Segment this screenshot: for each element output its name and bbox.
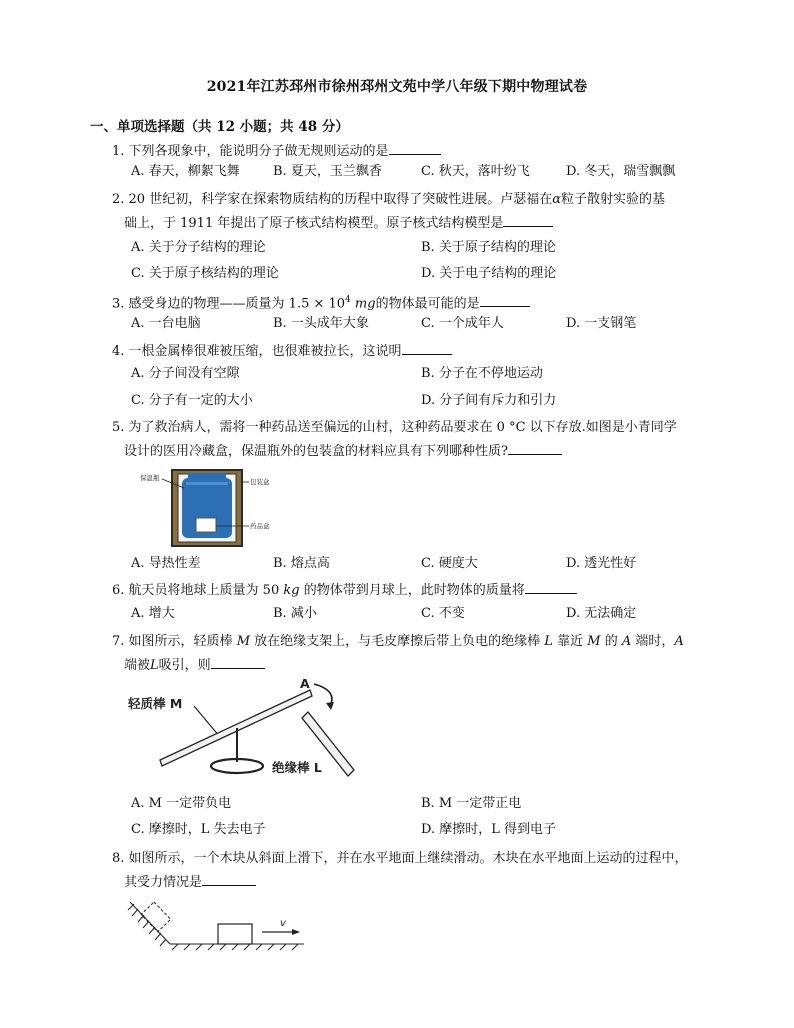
q4-option-c[interactable]: C. 分子有一定的大小 [131, 393, 253, 408]
fig5-label-thermos: 保温瓶 [140, 474, 160, 482]
q3-option-c[interactable]: C. 一个成年人 [421, 316, 504, 331]
q4-option-b[interactable]: B. 分子在不停地运动 [421, 366, 543, 381]
block-on-incline [141, 902, 171, 932]
q6-option-a[interactable]: A. 增大 [131, 606, 175, 621]
fig8-label-v: v [280, 918, 286, 929]
question-2-stem: 2. 20 世纪初，科学家在探索物质结构的历程中取得了突破性进展。卢瑟福在α粒子散射实验的基 [112, 192, 666, 207]
section-heading: 一、单项选择题（共 12 小题；共 48 分） [90, 119, 349, 135]
question-1-stem: 1. 下列各现象中，能说明分子做无规则运动的是 [112, 140, 441, 164]
q6-option-b[interactable]: B. 减小 [273, 606, 317, 621]
medicine-box [196, 518, 216, 532]
q1-option-b[interactable]: B. 夏天，玉兰飘香 [273, 164, 382, 179]
q5-option-d[interactable]: D. 透光性好 [566, 556, 637, 571]
wood-block [218, 924, 252, 944]
q7-option-b[interactable]: B. M 一定带正电 [421, 796, 522, 811]
q2-option-a[interactable]: A. 关于分子结构的理论 [131, 240, 266, 255]
q2-option-d[interactable]: D. 关于电子结构的理论 [421, 266, 557, 281]
q3-option-b[interactable]: B. 一头成年大象 [273, 316, 369, 331]
fig5-label-medicine: 药品盒 [250, 522, 270, 530]
q6-option-d[interactable]: D. 无法确定 [566, 606, 637, 621]
q5-option-a[interactable]: A. 导热性差 [131, 556, 201, 571]
q5-option-b[interactable]: B. 熔点高 [273, 556, 330, 571]
question-5-stem-cont: 设计的医用冷藏盒，保温瓶外的包装盒的材料应具有下列哪种性质? [124, 440, 562, 464]
question-6-stem: 6. 航天员将地球上质量为 50 kg 的物体带到月球上，此时物体的质量将 [112, 579, 577, 603]
question-2-stem-cont: 础上，于 1911 年提出了原子核式结构模型。原子核式结构模型是 [124, 212, 553, 236]
q3-option-d[interactable]: D. 一支钢笔 [566, 316, 637, 331]
q6-option-c[interactable]: C. 不变 [421, 606, 465, 621]
fig7-label-rod-l: 绝缘棒 L [272, 760, 322, 775]
question-7-stem-cont: 端被L吸引，则 [124, 654, 265, 678]
q4-option-a[interactable]: A. 分子间没有空隙 [131, 366, 240, 381]
q7-option-c[interactable]: C. 摩擦时，L 失去电子 [131, 822, 266, 837]
question-8-stem: 8. 如图所示，一个木块从斜面上滑下，并在水平地面上继续滑动。木块在水平地面上运动的过程中， [112, 851, 688, 866]
q7-option-d[interactable]: D. 摩擦时，L 得到电子 [421, 822, 556, 837]
q1-option-c[interactable]: C. 秋天，落叶纷飞 [421, 164, 530, 179]
question-7-stem: 7. 如图所示，轻质棒 M 放在绝缘支架上，与毛皮摩擦后带上负电的绝缘棒 L 靠近 M 的 A 端时，A [112, 634, 684, 649]
question-4-stem: 4. 一根金属棒很难被压缩，也很难被拉长，这说明 [112, 340, 452, 364]
q4-option-d[interactable]: D. 分子间有斥力和引力 [421, 393, 557, 408]
fig5-label-package: 包装盒 [250, 478, 270, 486]
q1-option-d[interactable]: D. 冬天，瑞雪飘飘 [566, 164, 676, 179]
exam-title: 2021年江苏邳州市徐州邳州文苑中学八年级下期中物理试卷 [206, 79, 588, 95]
question-8-stem-cont: 其受力情况是 [124, 871, 256, 895]
cold-box-figure [138, 466, 288, 551]
q5-option-c[interactable]: C. 硬度大 [421, 556, 478, 571]
fig7-label-rod-m: 轻质棒 M [128, 696, 183, 711]
fig7-label-a: A [300, 676, 310, 691]
q1-option-a[interactable]: A. 春天，柳絮飞舞 [131, 164, 240, 179]
q7-option-a[interactable]: A. M 一定带负电 [131, 796, 232, 811]
rod-figure [124, 674, 384, 786]
q2-option-c[interactable]: C. 关于原子核结构的理论 [131, 266, 279, 281]
question-3-stem: 3. 感受身边的物理——质量为 $1.5 \times 10^4$ mg的物体最可能的是 [112, 288, 530, 316]
q2-option-b[interactable]: B. 关于原子结构的理论 [421, 240, 556, 255]
question-5-stem: 5. 为了救治病人，需将一种药品送至偏远的山村，这种药品要求在 0 °C 以下存放.如图是小青同学 [112, 420, 677, 435]
motion-arrow [314, 684, 332, 704]
incline-figure [126, 896, 308, 952]
q3-option-a[interactable]: A. 一台电脑 [131, 316, 201, 331]
